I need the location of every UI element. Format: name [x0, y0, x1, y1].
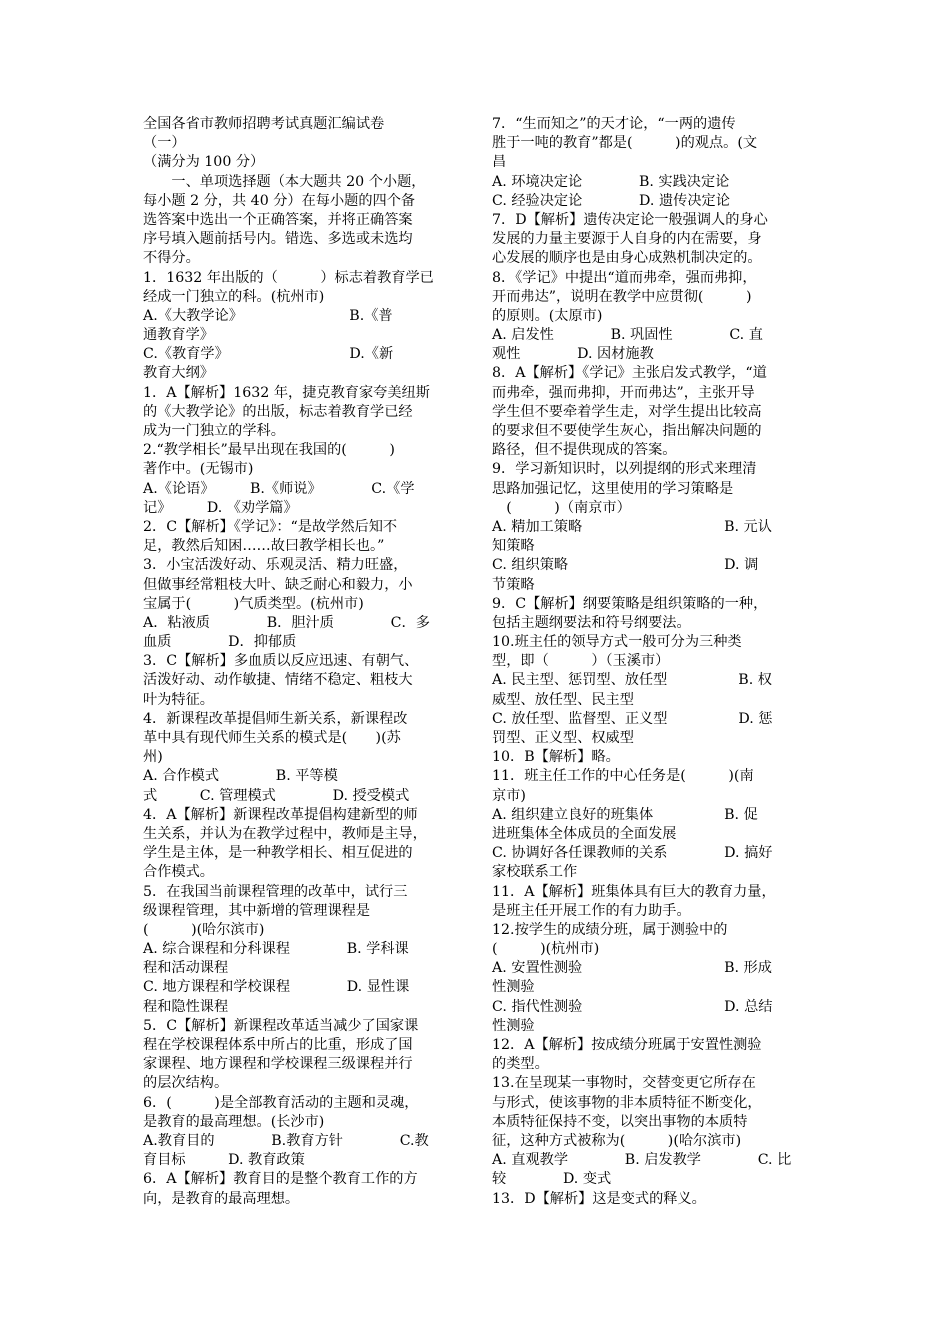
- left-column-line: 成为一门独立的学科。: [143, 423, 285, 439]
- right-column-line: 征，这种方式被称为( )(哈尔滨市): [492, 1132, 742, 1149]
- right-column-line: 家校联系工作: [492, 864, 578, 881]
- left-column-line: （一）: [143, 135, 186, 152]
- right-column-line: A. 环境决定论 B. 实践决定论: [492, 173, 730, 190]
- left-column-line: A. 合作模式 B. 平等模: [143, 768, 338, 785]
- left-column-line: 但做事经常粗枝大叶、缺乏耐心和毅力，小: [143, 576, 413, 593]
- left-column-line: 6．( )是全部教育活动的主题和灵魂，: [143, 1094, 419, 1111]
- right-column-line: A. 精加工策略 B. 元认: [492, 518, 772, 535]
- right-column-line: 9．学习新知识时，以列提纲的形式来理清: [492, 461, 757, 478]
- left-column-line: 序号填入题前括号内。错选、多选或未选均: [143, 231, 413, 248]
- right-column-line: 进班集体全体成员的全面发展: [492, 825, 677, 842]
- right-column-line: 较 D. 变式: [492, 1171, 612, 1188]
- right-column-line: 9．C【解析】纲要策略是组织策略的一种，: [492, 595, 768, 612]
- right-column-line: 本质特征保持不变，以突出事物的本质特: [492, 1113, 748, 1130]
- left-column-line: 是教育的最高理想。(长沙市): [143, 1113, 325, 1130]
- right-column-line: 13．D【解析】这是变式的释义。: [492, 1190, 706, 1207]
- left-column-line: 活泼好动、动作敏捷、情绪不稳定、粗枝大: [143, 672, 413, 689]
- left-column-line: 1．A【解析】1632 年，捷克教育家夸美纽斯: [143, 384, 430, 401]
- right-column-line: 昌: [492, 154, 507, 171]
- right-column-line: 京市): [492, 787, 526, 804]
- left-column-line: 2.“教学相长”最早出现在我国的( ): [143, 442, 395, 459]
- left-column-line: 宝属于( )气质类型。(杭州市): [143, 595, 364, 612]
- left-column-line: 2．C【解析】《学记》：“是故学然后知不: [143, 518, 398, 535]
- left-column-line: 的《大教学论》的出版，标志着教育学已经: [143, 403, 413, 420]
- left-column-line: 合作模式。: [143, 864, 214, 881]
- left-column-line: 的层次结构。: [143, 1075, 229, 1092]
- right-column-line: 罚型、正义型、权威型: [492, 730, 634, 746]
- right-column-line: 威型、放任型、民主型: [492, 691, 634, 708]
- right-column-line: C. 协调好各任课教师的关系 D. 搞好: [492, 845, 773, 862]
- left-column-line: 足，教然后知困……故曰教学相长也。”: [143, 538, 385, 555]
- right-column-line: 8．A【解析】《学记》主张启发式教学，“道: [492, 365, 767, 382]
- left-column-line: 5．C【解析】新课程改革适当减少了国家课: [143, 1017, 419, 1034]
- left-column-line: 革中具有现代师生关系的模式是( )(苏: [143, 730, 401, 746]
- left-column-line: 一、单项选择题（本大题共 20 个小题，: [143, 173, 426, 190]
- right-column-line: 学生但不要牵着学生走，对学生提出比较高: [492, 403, 762, 420]
- left-column: [143, 115, 461, 1209]
- right-column-line: 思路加强记忆，这里使用的学习策略是: [492, 480, 734, 497]
- right-column-line: 知策略: [492, 538, 535, 555]
- right-column-line: ( )（南京市）: [492, 499, 631, 516]
- left-column-line: 4．新课程改革提倡师生新关系，新课程改: [143, 710, 408, 727]
- left-column-line: 3．C【解析】多血质以反应迅速、有朝气、: [143, 653, 419, 670]
- left-column-line: 教育大纲》: [143, 365, 214, 382]
- right-column-line: 的类型。: [492, 1056, 549, 1073]
- left-column-line: （满分为 100 分）: [143, 154, 265, 171]
- right-column-line: C. 放任型、监督型、正义型 D. 惩: [492, 710, 773, 727]
- left-column-line: 全国各省市教师招聘考试真题汇编试卷: [143, 116, 385, 132]
- left-column-line: ( )(哈尔滨市): [143, 921, 265, 938]
- left-column-line: 通教育学》: [143, 327, 214, 344]
- left-column-line: 5．在我国当前课程管理的改革中，试行三: [143, 883, 408, 900]
- right-column-line: 的原则。(太原市): [492, 307, 603, 324]
- left-column-line: 经成一门独立的科。(杭州市): [143, 288, 325, 305]
- right-column-line: 12．A【解析】按成绩分班属于安置性测验: [492, 1037, 762, 1053]
- right-column-line: 发展的力量主要源于人自身的内在需要，身: [492, 231, 762, 248]
- left-column-line: 程在学校课程体系中所占的比重，形成了国: [143, 1037, 413, 1053]
- right-column-line: 性测验: [492, 1017, 535, 1034]
- left-column-line: 学生是主体，是一种教学相长、相互促进的: [143, 845, 413, 862]
- right-column-line: 13.在呈现某一事物时，交替变更它所存在: [492, 1075, 756, 1092]
- right-column-line: ( )(杭州市): [492, 941, 600, 958]
- right-column-line: A. 组织建立良好的班集体 B. 促: [492, 806, 758, 823]
- right-column-line: 与形式，使该事物的非本质特征不断变化，: [492, 1094, 762, 1111]
- right-column-line: 节策略: [492, 576, 535, 593]
- right-column-line: 型，即（ ）（玉溪市）: [492, 653, 670, 670]
- left-column-line: 著作中。(无锡市): [143, 461, 254, 478]
- right-column-line: 10.班主任的领导方式一般可分为三种类: [492, 634, 742, 651]
- left-column-line: 选答案中选出一个正确答案，并将正确答案: [143, 211, 413, 228]
- right-column-line: 开而弗达”，说明在教学中应贯彻( ): [492, 288, 752, 305]
- left-column-line: 不得分。: [143, 250, 200, 267]
- left-column-line: 级课程管理，其中新增的管理课程是: [143, 902, 371, 919]
- right-column-line: 8．《学记》中提出“道而弗牵，强而弗抑，: [492, 269, 757, 286]
- left-column-line: 育目标 D. 教育政策: [143, 1152, 305, 1169]
- right-column-line: A. 直观教学 B. 启发教学 C. 比: [492, 1152, 792, 1169]
- right-column-line: A. 民主型、惩罚型、放任型 B. 权: [492, 672, 772, 689]
- left-column-line: C. 地方课程和学校课程 D. 显性课: [143, 979, 410, 996]
- left-column-line: 程和活动课程: [143, 960, 229, 977]
- right-column: [492, 115, 810, 1209]
- right-column-line: C. 经验决定论 D. 遗传决定论: [492, 192, 730, 209]
- right-column-line: 心发展的顺序也是由身心成熟机制决定的。: [492, 250, 762, 267]
- left-column-line: 向，是教育的最高理想。: [143, 1190, 300, 1207]
- left-column-line: 叶为特征。: [143, 691, 214, 708]
- right-column-line: A. 启发性 B. 巩固性 C. 直: [492, 327, 763, 344]
- right-column-line: 7．“生而知之”的天才论，“一两的遗传: [492, 116, 736, 132]
- right-column-line: 12.按学生的成绩分班，属于测验中的: [492, 921, 728, 938]
- left-column-line: 1．1632 年出版的（ ）标志着教育学已: [143, 269, 434, 286]
- right-column-line: 而弗牵，强而弗抑，开而弗达”，主张开导: [492, 384, 755, 401]
- right-column-line: 胜于一吨的教育”都是( )的观点。(文: [492, 135, 758, 152]
- left-column-line: 记》 D. 《劝学篇》: [143, 499, 298, 516]
- left-column-line: A.《论语》 B.《师说》 C.《学: [143, 480, 415, 497]
- right-column-line: 性测验: [492, 979, 535, 996]
- left-column-line: A．粘液质 B．胆汁质 C．多: [143, 614, 430, 631]
- left-column-line: 每小题 2 分，共 40 分）在每小题的四个备: [143, 192, 416, 209]
- right-column-line: 包括主题纲要法和符号纲要法。: [492, 614, 691, 631]
- right-column-line: 11．班主任工作的中心任务是( )(南: [492, 768, 754, 785]
- right-column-line: 的要求但不要使学生灰心，指出解决问题的: [492, 423, 762, 439]
- left-column-line: C.《教育学》 D.《新: [143, 346, 394, 363]
- left-column-line: 生关系，并认为在教学过程中，教师是主导，: [143, 825, 427, 842]
- left-column-line: 程和隐性课程: [143, 998, 229, 1015]
- left-column-line: A.《大教学论》 B.《普: [143, 307, 393, 324]
- left-column-line: A.教育目的 B.教育方针 C.教: [143, 1132, 429, 1149]
- right-column-line: 观性 D. 因材施教: [492, 346, 654, 363]
- right-column-line: 11．A【解析】班集体具有巨大的教育力量，: [492, 883, 776, 900]
- right-column-line: 7．D【解析】遗传决定论一般强调人的身心: [492, 211, 768, 228]
- left-column-line: 式 C. 管理模式 D. 授受模式: [143, 787, 410, 804]
- right-column-line: C. 指代性测验 D. 总结: [492, 998, 773, 1015]
- right-column-line: 10．B【解析】略。: [492, 749, 620, 766]
- left-column-line: 4．A【解析】新课程改革提倡构建新型的师: [143, 806, 418, 823]
- left-column-line: 6．A【解析】教育目的是整个教育工作的方: [143, 1171, 418, 1188]
- right-column-line: 路径，但不提供现成的答案。: [492, 442, 677, 459]
- left-column-line: 州): [143, 749, 163, 766]
- left-column-line: 血质 D．抑郁质: [143, 634, 297, 651]
- left-column-line: A. 综合课程和分科课程 B. 学科课: [143, 941, 409, 958]
- right-column-line: C. 组织策略 D. 调: [492, 557, 759, 574]
- right-column-line: A. 安置性测验 B. 形成: [492, 960, 772, 977]
- left-column-line: 3．小宝活泼好动、乐观灵活、精力旺盛，: [143, 557, 408, 574]
- left-column-line: 家课程、地方课程和学校课程三级课程并行: [143, 1056, 413, 1073]
- right-column-line: 是班主任开展工作的有力助手。: [492, 902, 691, 919]
